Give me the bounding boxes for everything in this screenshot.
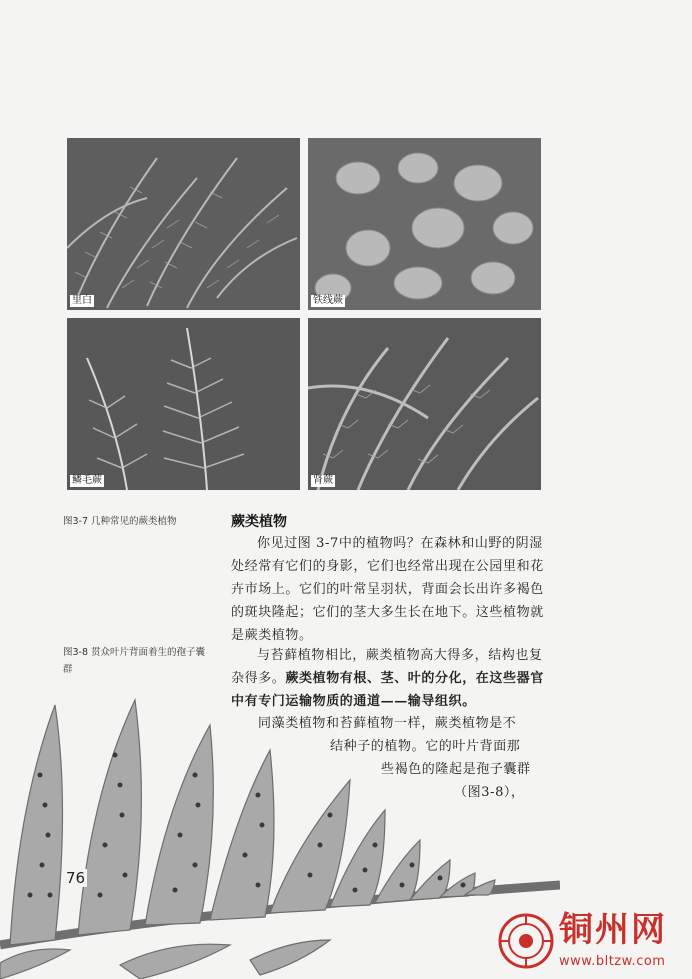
figure-3-8-fern-frond bbox=[0, 695, 560, 979]
figure-3-7-caption: 图3-7 几种常见的蕨类植物 bbox=[63, 516, 177, 527]
photo-linmaojue bbox=[67, 318, 300, 490]
photo-label-tiexianjue: 铁线蕨 bbox=[313, 295, 343, 306]
paragraph-intro: 你见过图 3-7中的植物吗？在森林和山野的阴湿处经常有它们的身影，它们也经常出现在公园里和花卉市场上。它们的叶常呈羽状，背面会长出许多褐色的斑块隆起；它们的茎大多生长在地下。这些植物就是蕨类植物。 bbox=[231, 536, 544, 643]
section-heading: 蕨类植物 bbox=[231, 514, 287, 530]
paragraph-spores-line: （图3-8）， bbox=[454, 785, 525, 800]
paragraph-comparison-text: 与苔藓植物相比，蕨类植物高大得多，结构也复杂得多。 bbox=[231, 648, 543, 686]
paragraph-comparison-bold: 蕨类植物有根、茎、叶的分化，在这些器官中有专门运输物质的通道——输导组织。 bbox=[231, 671, 544, 709]
fern-photo-image bbox=[67, 138, 300, 310]
figure-3-7-photos bbox=[67, 138, 541, 494]
figure-3-8-caption: 图3-8 贯众叶片背面着生的孢子囊群 bbox=[63, 647, 206, 675]
photo-label-libai: 里白 bbox=[72, 295, 92, 306]
paragraph-spores-line: 同藻类植物和苔藓植物一样，蕨类植物是不 bbox=[258, 716, 517, 731]
page-number: 76 bbox=[66, 869, 86, 887]
photo-label-shenjue: 肾蕨 bbox=[313, 475, 333, 486]
photo-tiexianjue bbox=[308, 138, 541, 310]
watermark-title: 铜州网 bbox=[559, 910, 667, 950]
watermark bbox=[497, 910, 687, 976]
watermark-seal-icon bbox=[497, 912, 555, 970]
fern-photo-image bbox=[308, 138, 541, 310]
fern-photo-image bbox=[308, 318, 541, 490]
photo-label-linmaojue: 鳞毛蕨 bbox=[72, 475, 102, 486]
watermark-url: www.bltzw.com bbox=[559, 954, 666, 969]
paragraph-spores-line: 结种子的植物。它的叶片背面那 bbox=[330, 739, 521, 754]
photo-libai bbox=[67, 138, 300, 310]
fern-photo-image bbox=[67, 318, 300, 490]
paragraph-spores-line: 些褐色的隆起是孢子囊群 bbox=[381, 762, 531, 777]
photo-shenjue bbox=[308, 318, 541, 490]
